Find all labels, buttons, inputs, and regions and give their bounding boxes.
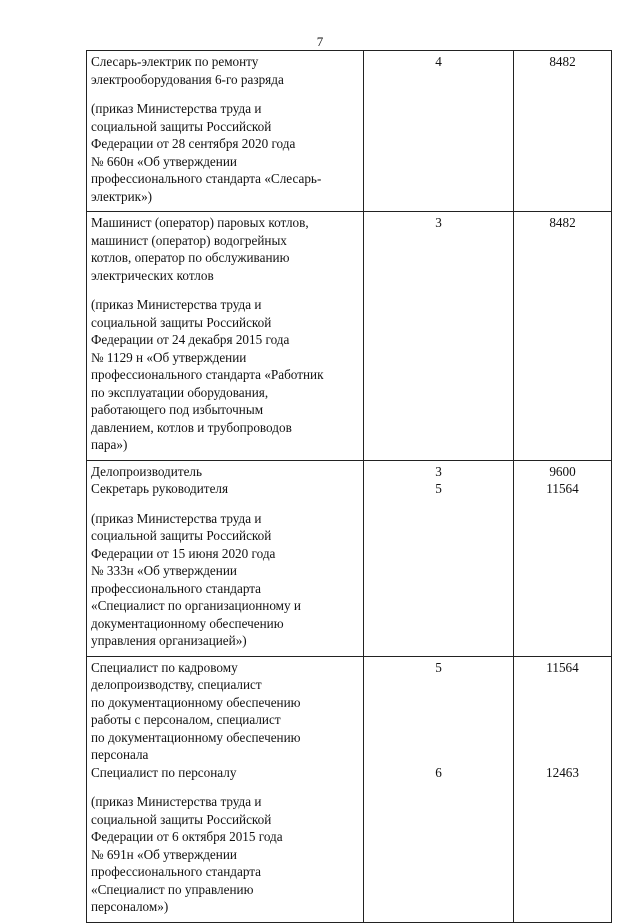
order-reference: документационному обеспечению (91, 615, 284, 631)
salary-value: 11564 (546, 659, 579, 675)
position-name: Специалист по персоналу (91, 764, 237, 780)
page-number: 7 (316, 34, 324, 49)
position-name: электрических котлов (91, 267, 214, 283)
grade-cell (364, 51, 514, 212)
order-reference: по эксплуатации оборудования, (91, 384, 269, 400)
salary-cell (514, 656, 612, 922)
salary-value: 12463 (546, 764, 579, 780)
salary-table (86, 50, 612, 923)
position-name: работы с персоналом, специалист (91, 712, 281, 727)
position-name: по документационному обеспечению (91, 729, 301, 745)
position-name: делопроизводству, специалист (91, 677, 262, 692)
table-row (87, 51, 612, 212)
order-reference: Федерации от 15 июня 2020 года (91, 545, 276, 561)
order-reference: социальной защиты Российской (91, 118, 272, 134)
grade-value: 6 (435, 764, 442, 780)
order-reference: работающего под избыточным (91, 402, 264, 417)
position-name: котлов, оператор по обслуживанию (91, 250, 290, 265)
position-name: Слесарь-электрик по ремонту (91, 54, 259, 69)
position-name: Машинист (оператор) паровых котлов, (91, 215, 309, 230)
order-reference: давлением, котлов и трубопроводов (91, 419, 292, 435)
salary-value: 9600 (549, 463, 576, 479)
order-reference: профессионального стандарта (91, 864, 262, 879)
grade-value: 5 (435, 481, 442, 496)
order-reference: профессионального стандарта (91, 580, 262, 596)
table-row (87, 656, 612, 922)
order-reference: (приказ Министерства труда и (91, 297, 262, 312)
salary-value: 8482 (549, 215, 576, 230)
order-reference: (приказ Министерства труда и (91, 510, 262, 526)
position-name: по документационному обеспечению (91, 694, 301, 710)
grade-value: 4 (435, 54, 442, 69)
grade-value: 3 (435, 463, 442, 479)
salary-value: 8482 (549, 54, 576, 69)
order-reference: профессионального стандарта «Работник (91, 367, 324, 382)
position-name: персонала (91, 747, 149, 762)
salary-cell (514, 460, 612, 656)
grade-cell (364, 656, 514, 922)
order-reference: (приказ Министерства труда и (91, 101, 262, 116)
table-row (87, 460, 612, 656)
salary-value: 11564 (546, 481, 579, 496)
position-cell (87, 460, 364, 656)
order-reference: социальной защиты Российской (91, 811, 272, 827)
grade-cell (364, 460, 514, 656)
position-name: электрооборудования 6-го разряда (91, 71, 284, 87)
order-reference: № 660н «Об утверждении (91, 153, 237, 169)
grade-value: 3 (435, 215, 442, 230)
position-name: Специалист по кадровому (91, 659, 238, 675)
order-reference: профессионального стандарта «Слесарь- (91, 171, 322, 186)
order-reference: Федерации от 24 декабря 2015 года (91, 332, 290, 347)
order-reference: № 1129 н «Об утверждении (91, 349, 247, 365)
order-reference: Федерации от 6 октября 2015 года (91, 829, 283, 844)
position-name: машинист (оператор) водогрейных (91, 232, 287, 248)
position-cell (87, 212, 364, 461)
order-reference: (приказ Министерства труда и (91, 794, 262, 809)
order-reference: № 333н «Об утверждении (91, 563, 237, 578)
salary-cell (514, 51, 612, 212)
order-reference: «Специалист по организационному и (91, 598, 301, 613)
position-name: Делопроизводитель (91, 463, 203, 479)
position-name: Секретарь руководителя (91, 481, 229, 496)
order-reference: пара») (91, 437, 128, 452)
table-row (87, 212, 612, 461)
position-cell (87, 51, 364, 212)
position-cell (87, 656, 364, 922)
order-reference: № 691н «Об утверждении (91, 846, 237, 862)
order-reference: электрик») (91, 188, 153, 204)
grade-value: 5 (435, 659, 442, 675)
grade-cell (364, 212, 514, 461)
order-reference: управления организацией») (91, 633, 247, 648)
order-reference: социальной защиты Российской (91, 528, 272, 543)
order-reference: социальной защиты Российской (91, 314, 272, 330)
order-reference: «Специалист по управлению (91, 881, 254, 897)
salary-cell (514, 212, 612, 461)
order-reference: Федерации от 28 сентября 2020 года (91, 136, 296, 151)
order-reference: персоналом») (91, 899, 169, 914)
